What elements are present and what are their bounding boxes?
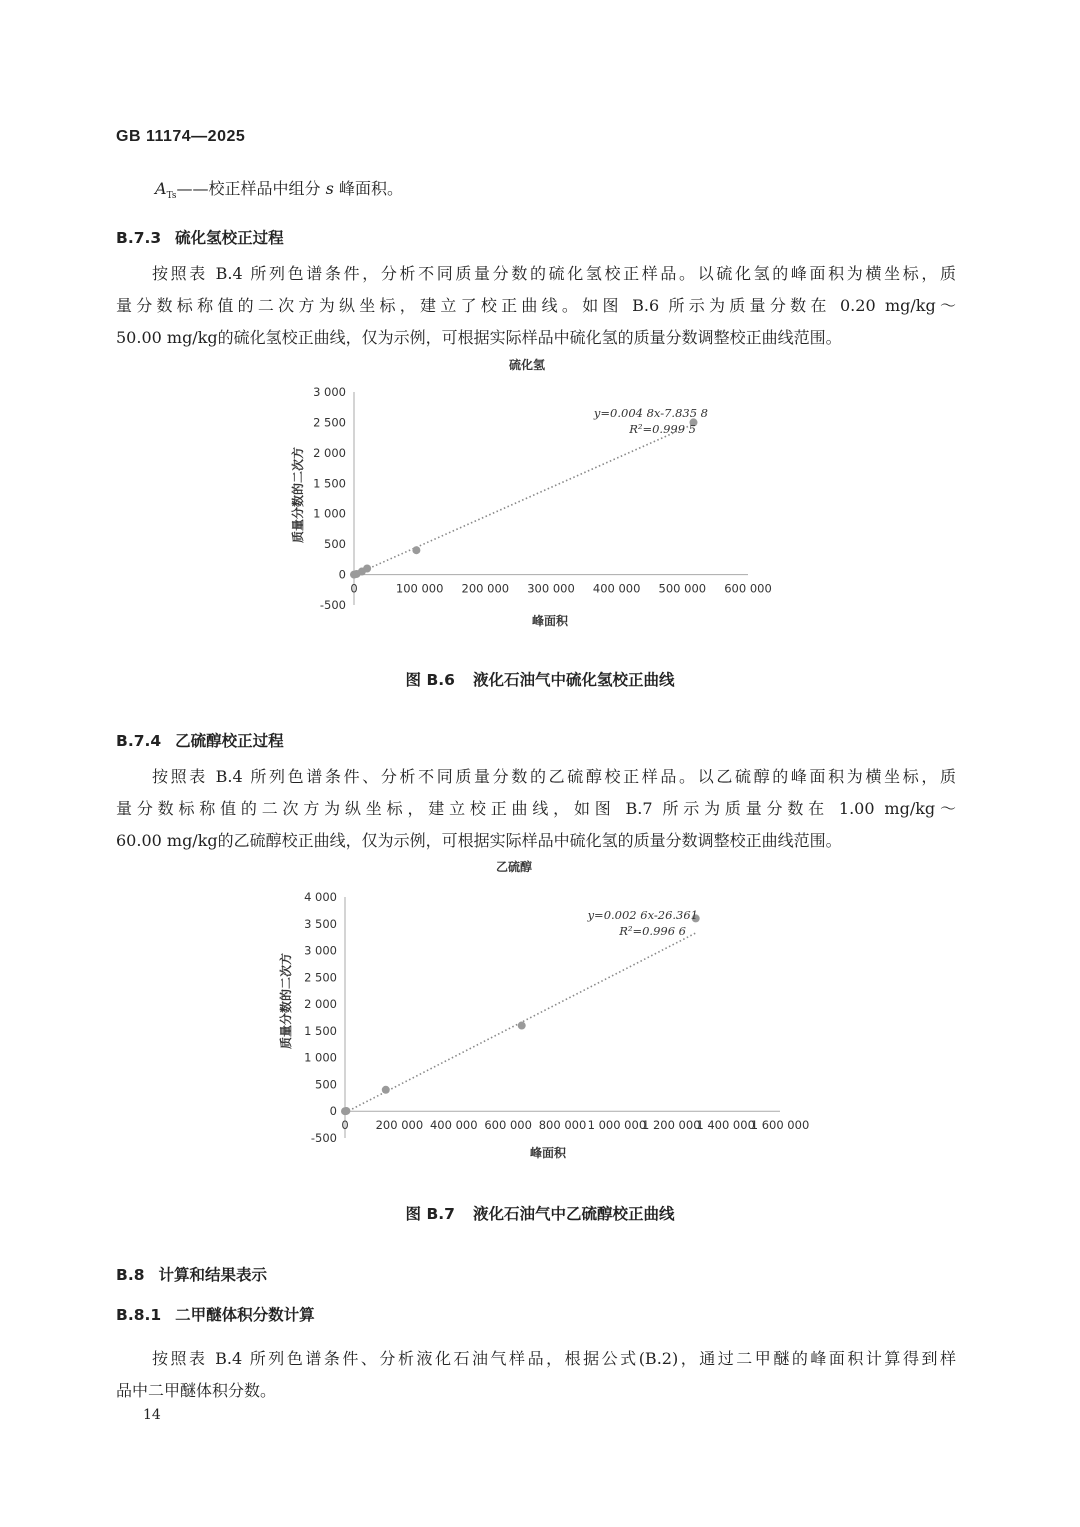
paragraph-line: 60.00 mg/kg的乙硫醇校正曲线，仅为示例，可根据实际样品中硫化氢的质量分数调整校正曲线范围。: [116, 831, 842, 850]
section-number: B.8.1: [116, 1306, 162, 1324]
y-tick-label: 0: [329, 1104, 337, 1119]
x-tick-label: 1 600 000: [750, 1118, 810, 1133]
data-point: [382, 1086, 390, 1094]
symbol-definition: [155, 176, 403, 201]
figure-caption-b6: [0, 668, 1080, 690]
x-tick-label: 300 000: [527, 581, 575, 596]
x-tick-label: 200 000: [461, 581, 510, 596]
section-heading-b8: [116, 1263, 267, 1285]
section-title: 二甲醚体积分数计算: [175, 1306, 315, 1324]
chart-title: 乙硫醇: [495, 860, 533, 874]
x-tick-label: 600 000: [724, 581, 772, 596]
symbol-a: A: [155, 179, 167, 198]
paragraph-b73: [116, 258, 956, 354]
page-number: 14: [143, 1407, 161, 1423]
y-tick-label: 1 500: [304, 1023, 337, 1038]
paragraph-line: 品中二甲醚体积分数。: [116, 1381, 277, 1400]
x-tick-label: 600 000: [484, 1118, 532, 1133]
paragraph-line: 50.00 mg/kg的硫化氢校正曲线，仅为示例，可根据实际样品中硫化氢的质量分数调整校正曲线范围。: [116, 328, 842, 347]
x-tick-label: 1 200 000: [641, 1118, 701, 1133]
section-title: 硫化氢校正过程: [175, 229, 284, 247]
symbol-rest: 峰面积。: [338, 179, 403, 198]
x-tick-label: 1 400 000: [696, 1118, 755, 1133]
paragraph-line: 按照表 B.4 所列色谱条件，分析不同质量分数的硫化氢校正样品。以硫化氢的峰面积为横坐标，质: [152, 264, 956, 283]
data-point: [518, 1022, 526, 1030]
y-tick-label: 3 000: [313, 385, 346, 399]
section-number: B.7.4: [116, 732, 162, 750]
y-tick-label: 3 500: [304, 916, 337, 931]
y-tick-label: 500: [324, 537, 346, 552]
y-tick-label: 1 000: [304, 1050, 337, 1065]
y-tick-label: 1 000: [313, 506, 346, 521]
paragraph-line: 量分数标称值的二次方为纵坐标，建立了校正曲线。如图 B.6 所示为质量分数在 0.20 mg/kg～: [116, 296, 956, 315]
paragraph-b74: [116, 761, 956, 857]
trendline-equation: y=0.002 6x-26.361: [587, 908, 698, 922]
x-tick-label: 0: [350, 581, 358, 596]
figure-title: 液化石油气中硫化氢校正曲线: [472, 671, 675, 689]
section-heading-b73: [116, 226, 284, 248]
section-number: B.8: [116, 1266, 145, 1284]
figure-label: 图 B.7: [405, 1205, 455, 1223]
trendline: [354, 424, 693, 575]
paragraph-line: 按照表 B.4 所列色谱条件、分析液化石油气样品，根据公式(B.2)，通过二甲醚的峰面积计算得到样: [152, 1349, 956, 1368]
paragraph-line: 按照表 B.4 所列色谱条件、分析不同质量分数的乙硫醇校正样品。以乙硫醇的峰面积为横坐标，质: [152, 767, 956, 786]
paragraph-line: 量分数标称值的二次方为纵坐标，建立校正曲线，如图 B.7 所示为质量分数在 1.00 mg/kg～: [116, 799, 956, 818]
x-axis-label: 峰面积: [531, 614, 569, 628]
trendline-equation: y=0.004 8x-7.835 8: [593, 406, 708, 420]
chart-b7: [0, 855, 1080, 1170]
y-tick-label: 2 000: [304, 997, 337, 1012]
figure-label: 图 B.6: [405, 671, 455, 689]
section-title: 计算和结果表示: [158, 1266, 268, 1284]
y-tick-label: 3 000: [304, 943, 337, 958]
figure-title: 液化石油气中乙硫醇校正曲线: [472, 1205, 675, 1223]
chart-title: 硫化氢: [508, 358, 546, 372]
y-tick-label: 2 000: [313, 445, 346, 460]
y-tick-label: 4 000: [304, 890, 337, 904]
x-tick-label: 0: [341, 1118, 349, 1133]
section-heading-b81: [116, 1303, 315, 1325]
y-tick-label: -500: [319, 598, 346, 612]
trendline-r2: R²=0.999 5: [629, 422, 696, 436]
data-point: [412, 546, 420, 554]
x-tick-label: 400 000: [429, 1118, 478, 1133]
y-tick-label: 500: [315, 1077, 337, 1092]
x-axis-label: 峰面积: [529, 1146, 567, 1160]
x-tick-label: 400 000: [592, 581, 641, 596]
x-tick-label: 1 000 000: [587, 1118, 647, 1133]
chart-b6-svg: [0, 352, 1080, 637]
chart-b6: [0, 352, 1080, 637]
data-point: [363, 564, 371, 572]
data-point: [342, 1107, 350, 1115]
symbol-text: ——校正样品中组分: [176, 179, 321, 198]
trendline-r2: R²=0.996 6: [619, 924, 686, 938]
symbol-var: s: [325, 179, 334, 198]
standard-number: GB 11174—2025: [116, 128, 246, 145]
y-tick-label: 2 500: [304, 970, 337, 985]
chart-b7-svg: [0, 855, 1080, 1170]
section-heading-b74: [116, 729, 284, 751]
x-tick-label: 500 000: [658, 581, 707, 596]
figure-caption-b7: [0, 1202, 1080, 1224]
y-axis-label: 质量分数的二次方: [279, 952, 293, 1050]
paragraph-b81: [116, 1343, 956, 1407]
symbol-subscript: Ts: [166, 191, 177, 202]
section-title: 乙硫醇校正过程: [175, 732, 284, 750]
section-number: B.7.3: [116, 229, 162, 247]
x-tick-label: 800 000: [538, 1118, 587, 1133]
y-tick-label: 1 500: [313, 476, 346, 491]
y-axis-label: 质量分数的二次方: [291, 446, 305, 544]
y-tick-label: 2 500: [313, 415, 346, 430]
y-tick-label: 0: [338, 567, 346, 582]
x-tick-label: 200 000: [375, 1118, 424, 1133]
x-tick-label: 100 000: [395, 581, 444, 596]
y-tick-label: -500: [310, 1131, 337, 1145]
